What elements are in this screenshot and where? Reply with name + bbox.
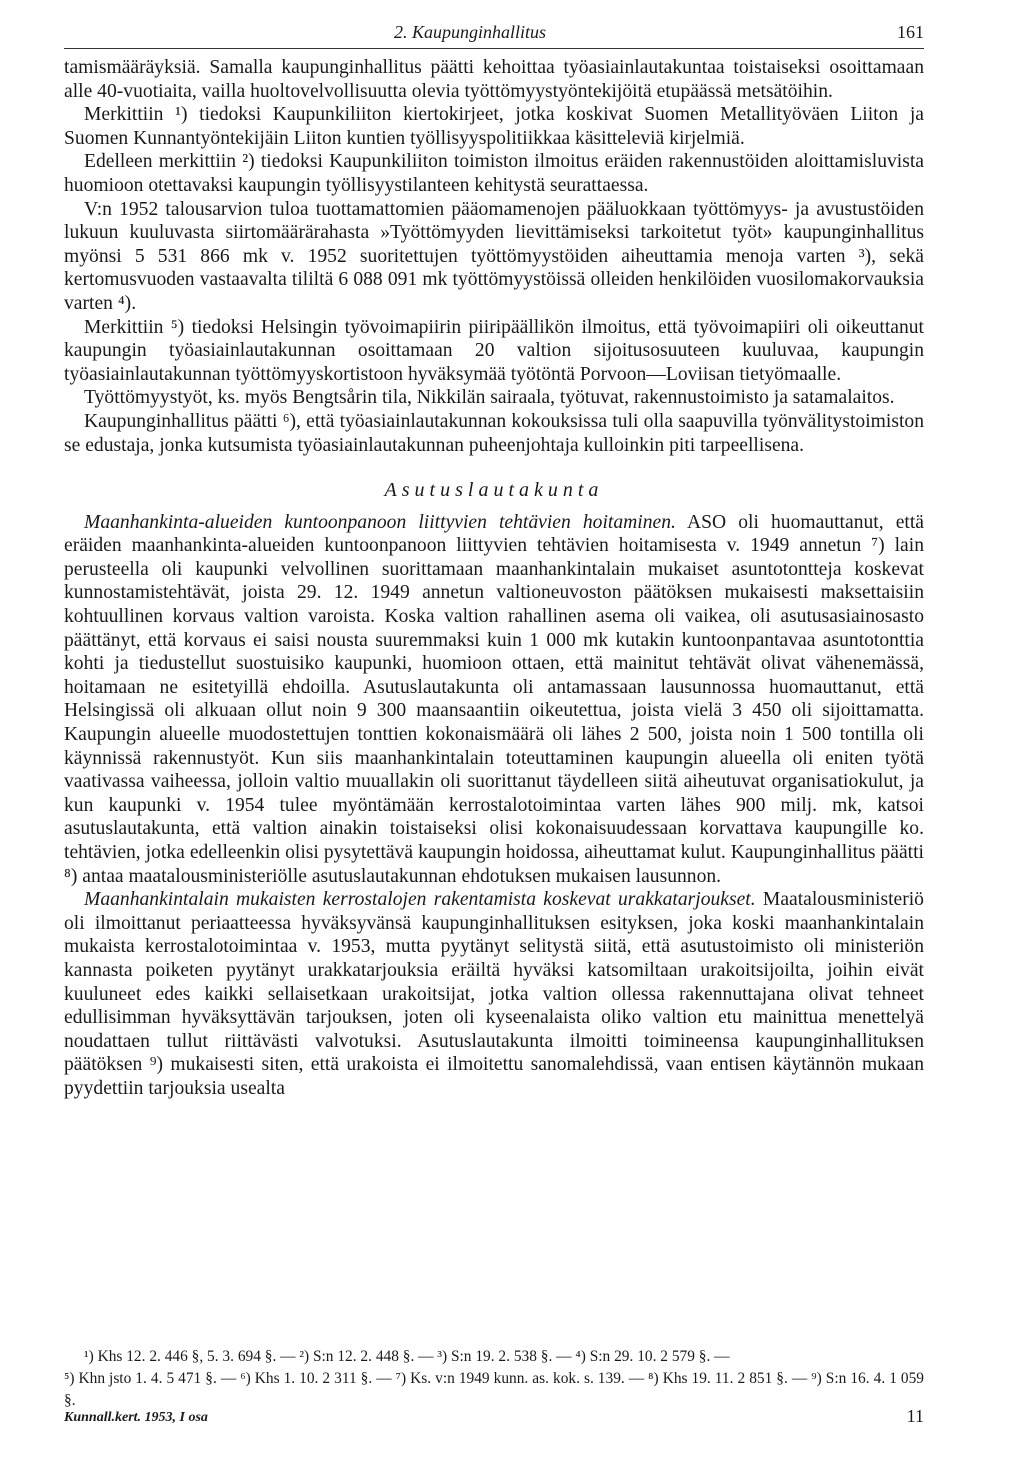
section-heading: Asutuslautakunta <box>384 479 604 502</box>
paragraph: Kaupunginhallitus päätti ⁶), että työasiainlautakunnan kokouksissa tuli olla saapuvilla työnvälitystoimiston se edustaja, jonka kutsumista työasiainlautakunnan puheenjohtaja kulloinkin piti tarpeellisena. <box>64 410 924 456</box>
heading-spacer <box>64 503 924 511</box>
section-spacer <box>64 457 924 479</box>
paragraph: tamismääräyksiä. Samalla kaupunginhallitus päätti kehoittaa työasiainlautakuntaa toistaiseksi osoittamaan alle 40-vuotiaita, vailla huoltovelvollisuutta olevia työttömyystyöntekijöitä etupäässä metsätöihin. <box>64 57 924 102</box>
subsection-paragraph <box>64 511 924 889</box>
subsection-title: Maanhankintalain mukaisten kerrostalojen rakentamista koskevat urakkatarjoukset. <box>84 889 756 911</box>
running-head-title: 2. Kaupunginhallitus <box>394 22 547 42</box>
subsection-text: ASO oli huomauttanut, että eräiden maanhankinta-alueiden kuntoonpanoon liittyvien tehtävien hoitamisesta v. 1949 annetun ⁷) lain perusteella oli kaupunki velvollinen suorittamaan maanhankintalain mukaiset asuntotontteja koskevat kunnostamistehtävät, joista 29. 12. 1949 annetun valtioneuvoston päätöksen mukaisesti maksettaisiin kohtuullinen korvaus valtion varoista. Koska valtion rahallinen asema oli vaikea, oli asutusasiainosasto päättänyt, että korvaus ei saisi nousta suuremmaksi kuin 1 000 mk kutakin kuntoonpantavaa asuntotonttia kohti ja tiedustellut suostuisiko kaupunki, huomioon ottaen, että mainitut tehtävät olivat vähenemässä, hoitamaan ne esitetyillä ehdoilla. Asutuslautakunta oli antamassaan lausunnossa huomauttanut, että Helsingissä oli alkuaan ollut noin 9 300 maansaantiin oikeutettua, joista vielä 3 450 oli sijoittamatta. Kaupungin alueelle muodostettujen tonttien kokonaismäärä oli lähes 2 500, joista noin 1 500 tontilla oli käynnissä rakennustyöt. Kun siis maanhankintalain toteuttaminen kaupungin alueella oli eniten työtä vaativassa vaiheessa, jolloin valtio muuallakin oli suorittanut täydelleen siitä aiheutuvat organisatiokulut, ja kun kaupunki v. 1954 tulee myöntämään kerrostalotoimintaa varten lähes 900 milj. mk, katsoi asutuslautakunta, että valtion ainakin toistaiseksi olisi kokonaisuudessaan korvattava kaupungille ko. tehtävien, jotka edelleenkin olisi pysytettävä kaupungin hoidossa, aiheuttamat kulut. Kaupunginhallitus päätti ⁸) antaa maatalousministeriölle asutuslautakunnan ehdotuksen mukaisen lausunnon. <box>64 511 924 887</box>
subsection-text: Maatalousministeriö oli ilmoittanut periaatteessa hyväksyvänsä kaupunginhallituksen esityksen, joka koski maanhankintalain mukaista kerrostalotoimintaa v. 1953, mutta pyytänyt selitystä siitä, että asutustoimisto oli ministeriön kannasta poiketen pyytänyt urakkatarjouksia eräiltä hyväksi katsomiltaan urakoitsijoilta, joihin eivät kuuluneet edes kaikki sellaisetkaan urakoitsijat, jotka valtion ollessa rakennuttajana olivat tehneet edullisimman hyväksyttävän tarjouksen, joten oli kyseenalaista oliko valtion etu mainittua menettelyä noudattaen tullut riittävästi valvotuksi. Asutuslautakunta ilmoitti toimineensa kaupunginhallituksen päätöksen ⁹) mukaisesti siten, että urakoista ei ilmoitettu sanomalehdissä, vaan entisen käytännön mukaan pyydettiin tarjouksia usealta <box>64 889 924 1099</box>
paragraph: Merkittiin ⁵) tiedoksi Helsingin työvoimapiirin piiripäällikön ilmoitus, että työvoimapiiri oli oikeuttanut kaupungin työasiainlautakunnan osoittamaan 20 valtion sijoitusosuuteen kuuluvaa, kaupungin työasiainlautakunnan työttömyyskortistoon hyväksymää työtöntä Porvoon—Loviisan tietyömaalle. <box>64 316 924 385</box>
publication-label: Kunnall.kert. 1953, I osa <box>64 1410 208 1425</box>
footnote-line: ¹) Khs 12. 2. 446 §, 5. 3. 694 §. — ²) S:n 12. 2. 448 §. — ³) S:n 19. 2. 538 §. — ⁴) S:n 29. 10. 2 579 §. — <box>84 1348 730 1365</box>
footnote-line: ⁵) Khn jsto 1. 4. 5 471 §. — ⁶) Khs 1. 10. 2 311 §. — ⁷) Ks. v:n 1949 kunn. as. kok. s. 139. — ⁸) Khs 19. 11. 2 851 §. — ⁹) S:n 16. 4. 1 059 §. <box>64 1370 924 1409</box>
page-number: 161 <box>897 22 924 42</box>
running-head <box>64 22 924 46</box>
bottom-line <box>64 1406 924 1434</box>
footnotes <box>64 1346 924 1412</box>
signature-number: 11 <box>906 1406 924 1426</box>
paragraph: Työttömyystyöt, ks. myös Bengtsårin tila, Nikkilän sairaala, työtuvat, rakennustoimisto ja satamalaitos. <box>84 387 895 409</box>
paragraph: Edelleen merkittiin ²) tiedoksi Kaupunkiliiton toimiston ilmoitus eräiden rakennustöiden aloittamisluvista huomioon otettavaksi kaupungin työllisyystilanteen kehitystä seurattaessa. <box>64 151 924 196</box>
header-rule <box>64 48 924 49</box>
subsection-title: Maanhankinta-alueiden kuntoonpanoon liittyvien tehtävien hoitaminen. <box>84 511 676 533</box>
paragraph: Merkittiin ¹) tiedoksi Kaupunkiliiton kiertokirjeet, jotka koskivat Suomen Metallityöväen Liiton ja Suomen Kunnantyöntekijäin Liiton kuntien työllisyyspolitiikkaa käsitteleviä kirjelmiä. <box>64 104 924 149</box>
body-text <box>64 56 924 1101</box>
paragraph: V:n 1952 talousarvion tuloa tuottamattomien pääomamenojen pääluokkaan työttömyys- ja avustustöiden lukuun kuuluvasta siirtomäärärahasta »Työttömyyden lievittämiseksi tarkoitetut työt» kaupunginhallitus myönsi 5 531 866 mk v. 1952 suoritettujen työttömyystöiden aiheuttamia menoja varten ³), sekä kertomusvuoden vastaavalta tililtä 6 088 091 mk työttömyystöissä olleiden henkilöiden vuosilomakorvauksia varten ⁴). <box>64 198 924 314</box>
subsection-paragraph <box>64 888 924 1100</box>
